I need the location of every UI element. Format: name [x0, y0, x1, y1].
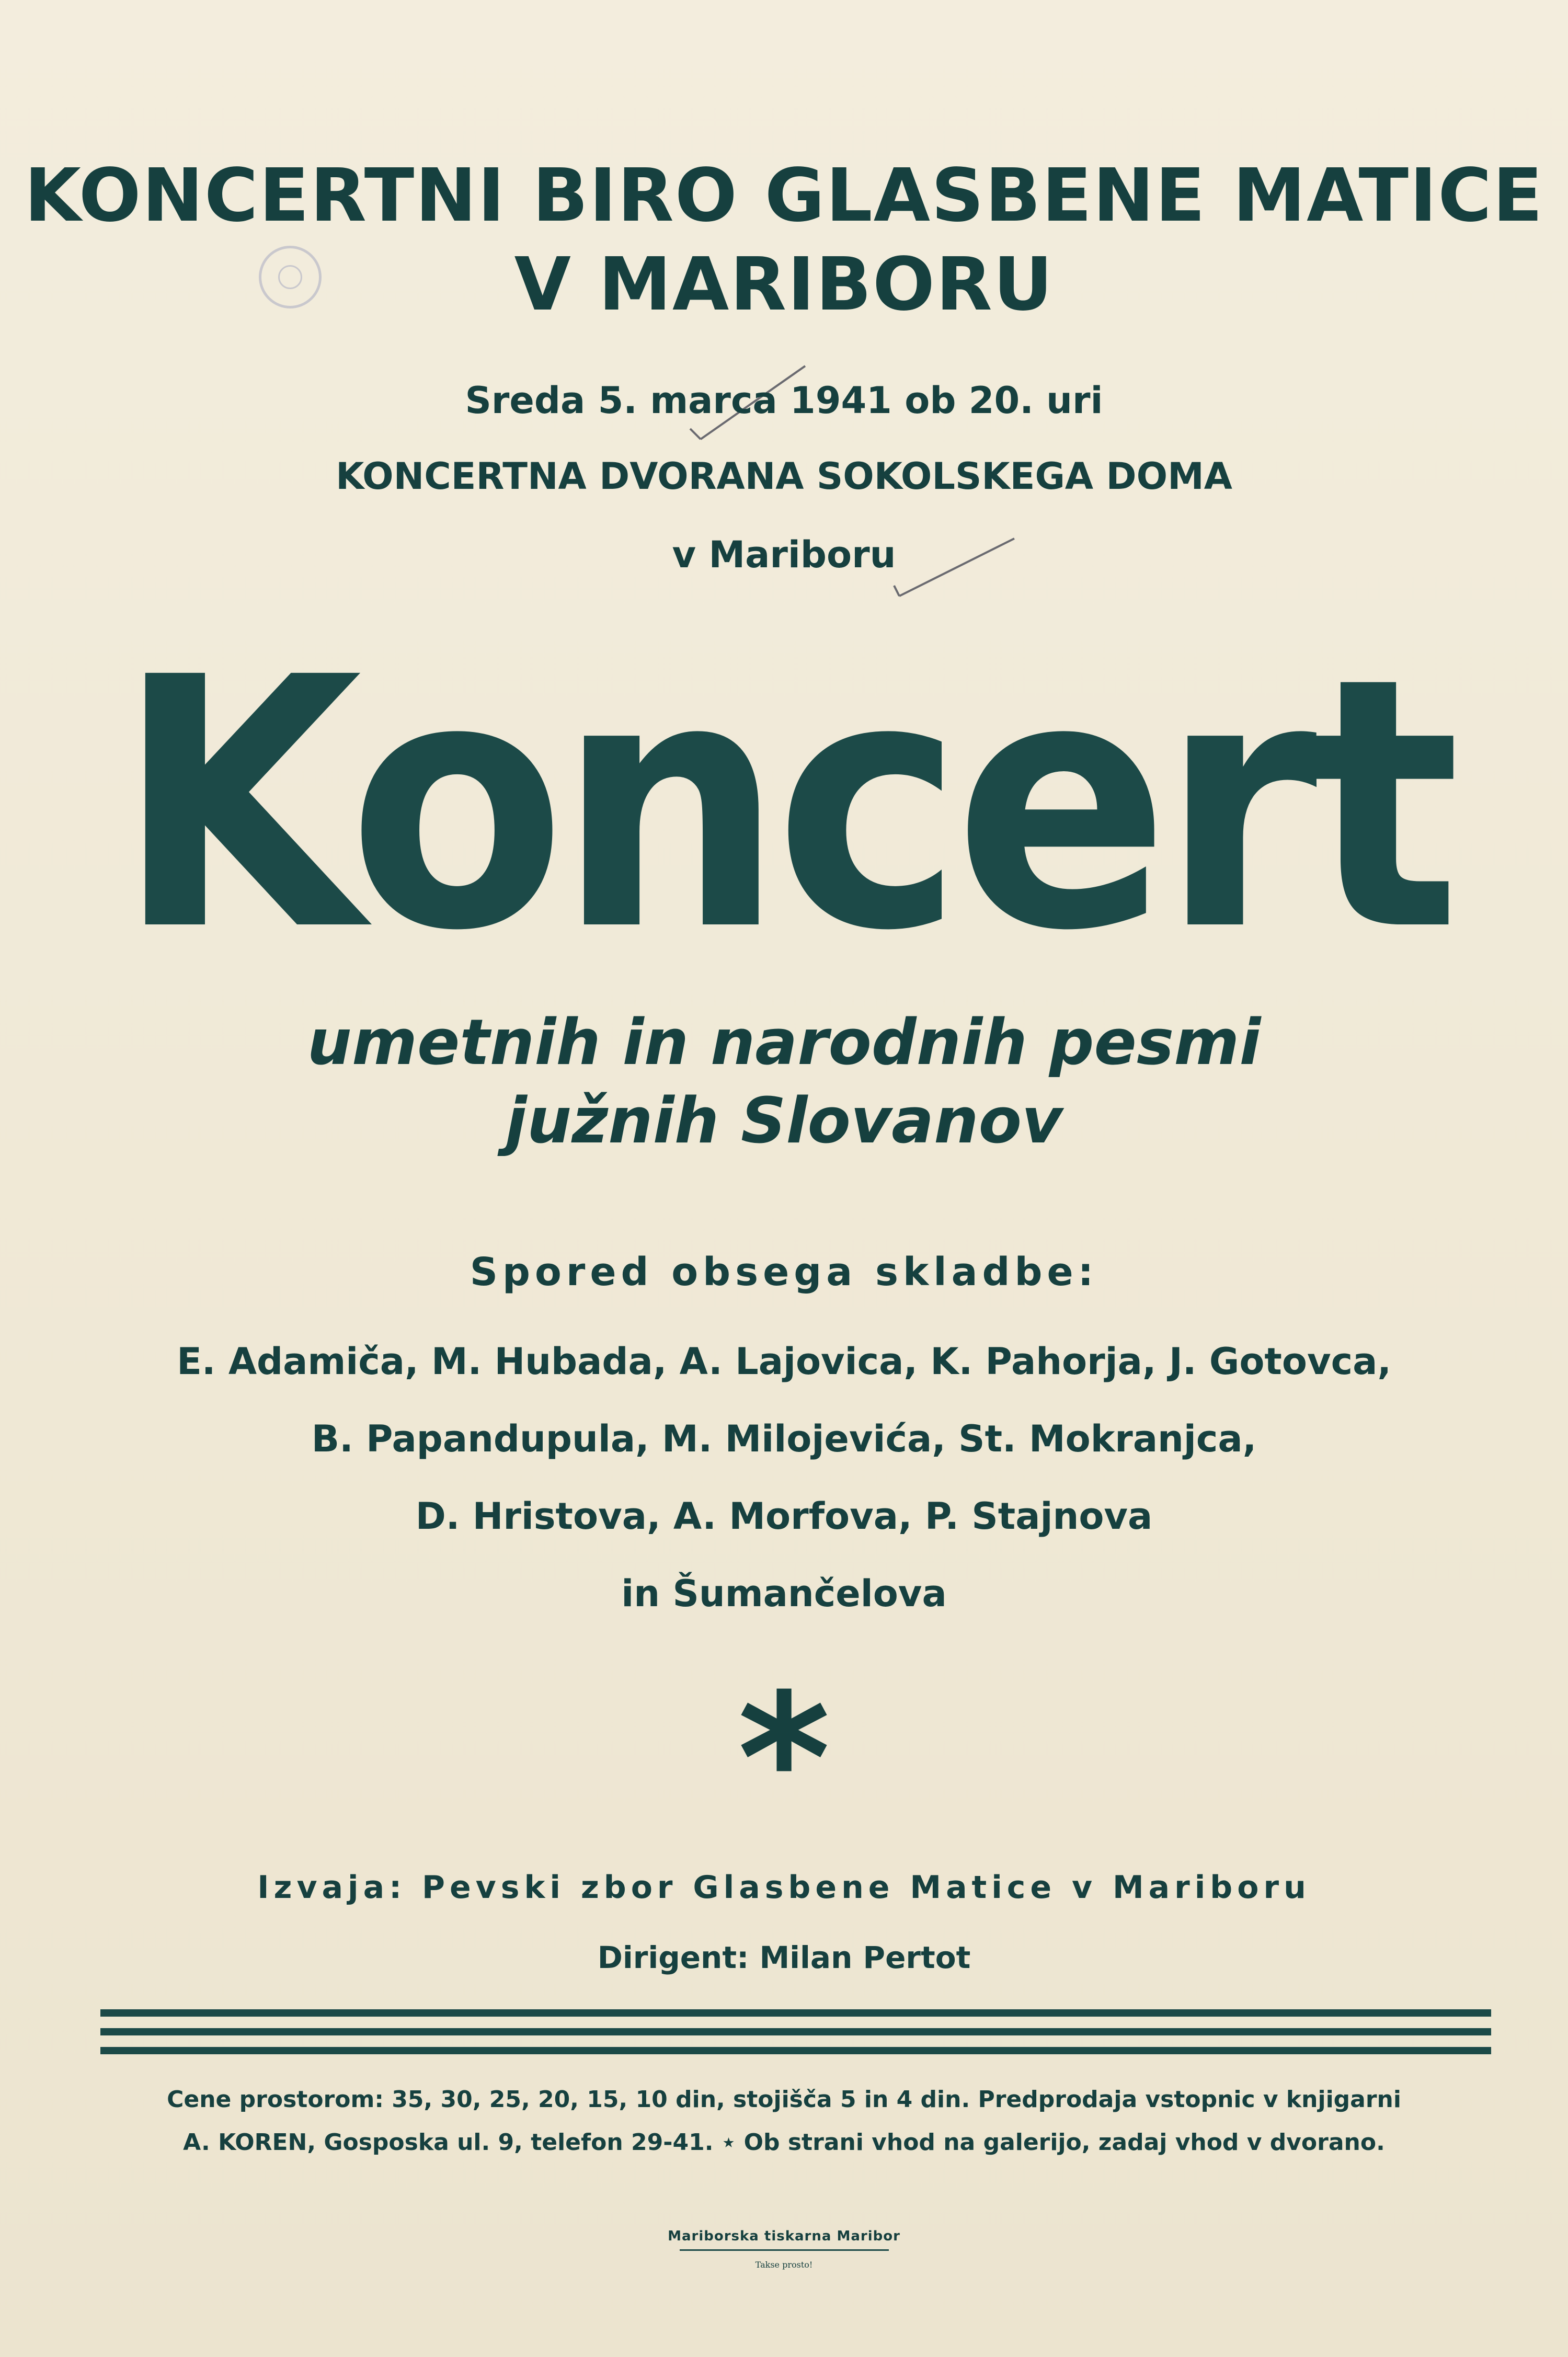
rule-line — [100, 2028, 1491, 2035]
triple-rule-divider — [100, 2009, 1491, 2066]
composer-list — [0, 1323, 1568, 1632]
event-city: v Mariboru — [672, 533, 896, 576]
conductor-line: Dirigent: Milan Pertot — [597, 1940, 971, 1975]
event-date: Sreda 5. marca 1941 ob 20. uri — [465, 379, 1103, 422]
event-hall: KONCERTNA DVORANA SOKOLSKEGA DOMA — [336, 455, 1232, 498]
tax-note: Takse prosto! — [755, 2260, 813, 2270]
price-line-1: Cene prostorom: 35, 30, 25, 20, 15, 10 din, stojišča 5 in 4 din. Predprodaja vstopnic v knjigarni — [167, 2086, 1401, 2113]
rule-line — [100, 2047, 1491, 2054]
performer-line: Izvaja: Pevski zbor Glasbene Matice v Mariboru — [257, 1869, 1311, 1906]
price-line-2: A. KOREN, Gosposka ul. 9, telefon 29-41. ⋆ Ob strani vhod na galerijo, zadaj vhod v dvorano. — [183, 2129, 1385, 2156]
organizer-header — [0, 152, 1568, 329]
organizer-line-1: KONCERTNI BIRO GLASBENE MATICE — [24, 153, 1544, 238]
asterisk-ornament: * — [737, 1656, 831, 1863]
program-label: Spored obsega skladbe: — [470, 1250, 1098, 1295]
price-info — [0, 2078, 1568, 2164]
composer-line: in Šumančelova — [621, 1572, 947, 1615]
subtitle-line-1: umetnih in narodnih pesmi — [307, 1006, 1261, 1079]
composer-line: E. Adamiča, M. Hubada, A. Lajovica, K. Pahorja, J. Gotovca, — [177, 1340, 1391, 1383]
organizer-line-2: V MARIBORU — [514, 242, 1054, 327]
poster-title: Koncert — [116, 604, 1452, 1006]
composer-line: B. Papandupula, M. Milojevića, St. Mokranjca, — [311, 1417, 1257, 1460]
printer-rule — [680, 2249, 889, 2251]
subtitle-line-2: južnih Slovanov — [505, 1085, 1063, 1158]
composer-line: D. Hristova, A. Morfova, P. Stajnova — [415, 1495, 1153, 1538]
rule-line — [100, 2009, 1491, 2017]
poster-subtitle — [0, 1004, 1568, 1161]
printer-imprint: Mariborska tiskarna Maribor — [668, 2228, 900, 2244]
